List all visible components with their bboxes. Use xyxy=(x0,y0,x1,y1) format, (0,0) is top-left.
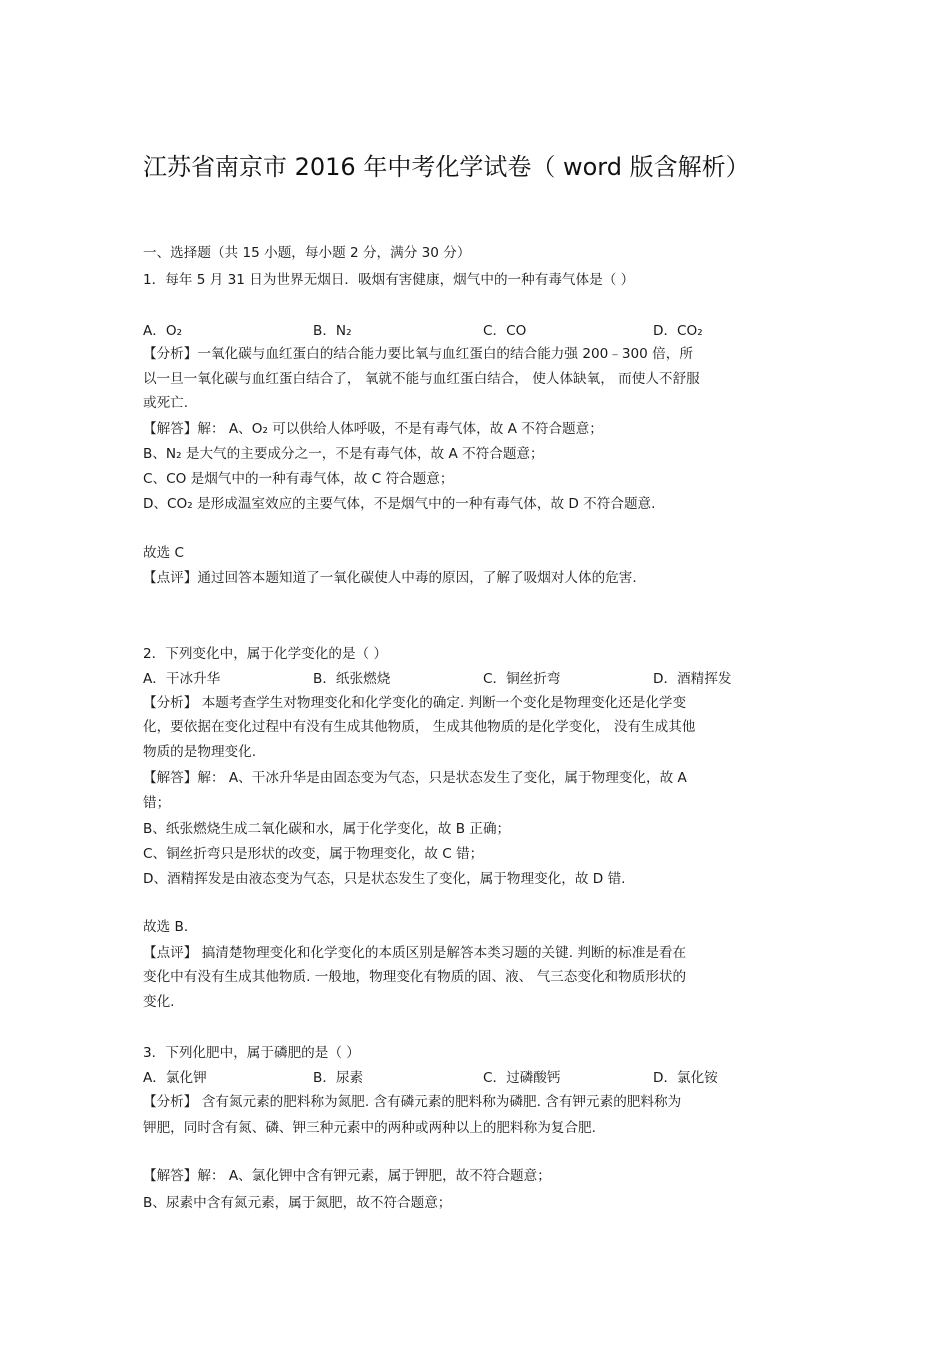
question-1-stem: 1．每年 5 月 31 日为世界无烟日．吸烟有害健康，烟气中的一种有毒气体是（ ） xyxy=(143,272,635,288)
question-3-analysis-line: 钾肥，同时含有氮、磷、钾三种元素中的两种或两种以上的肥料称为复合肥. xyxy=(143,1120,596,1136)
option-a: A．O₂ xyxy=(143,323,183,339)
question-1-analysis-line: 【分析】一氧化碳与血红蛋白的结合能力要比氧与血红蛋白的结合能力强 200﹣300 倍，所 xyxy=(143,346,693,362)
question-2-stem: 2．下列变化中，属于化学变化的是（ ） xyxy=(143,646,388,662)
question-2-choice: 故选 B． xyxy=(143,919,198,935)
question-1-choice: 故选 C xyxy=(143,545,185,561)
option-c: C．过磷酸钙 xyxy=(483,1070,561,1086)
option-c: C．CO xyxy=(483,323,527,339)
question-2-answer-line: B、纸张燃烧生成二氧化碳和水，属于化学变化，故 B 正确； xyxy=(143,821,511,837)
document-title: 江苏省南京市 2016 年中考化学试卷（ word 版含解析） xyxy=(143,153,750,181)
question-2-answer-line: D、酒精挥发是由液态变为气态，只是状态发生了变化，属于物理变化，故 D 错. xyxy=(143,871,626,887)
question-2-analysis-line: 化，要依据在变化过程中有没有生成其他物质， 生成其他物质的是化学变化， 没有生成其他 xyxy=(143,719,696,735)
question-1-analysis-line: 或死亡. xyxy=(143,395,189,411)
answer-text: 【解答】解： A、干冰升华是由固态变为气态，只是状态发生了变化，属于物理变化，故 A xyxy=(143,770,687,786)
option-c: C．铜丝折弯 xyxy=(483,671,561,687)
section-heading: 一、选择题（共 15 小题，每小题 2 分，满分 30 分） xyxy=(143,245,471,261)
question-1-answer-line: C、CO 是烟气中的一种有毒气体，故 C 符合题意； xyxy=(143,471,454,487)
option-b: B．N₂ xyxy=(313,323,352,339)
question-1-comment: 【点评】通过回答本题知道了一氧化碳使人中毒的原因，了解了吸烟对人体的危害. xyxy=(143,570,637,586)
question-2-answer-line xyxy=(143,768,808,788)
option-b: B．尿素 xyxy=(313,1070,364,1086)
question-1-answer-line: B、N₂ 是大气的主要成分之一，不是有毒气体，故 A 不符合题意； xyxy=(143,446,544,462)
question-2-analysis-line: 【分析】 本题考查学生对物理变化和化学变化的确定. 判断一个变化是物理变化还是化学变 xyxy=(143,695,687,711)
option-b: B．纸张燃烧 xyxy=(313,671,391,687)
question-2-answer-line: 错； xyxy=(143,795,171,811)
option-a: A．氯化钾 xyxy=(143,1070,207,1086)
question-1-answer-line: D、CO₂ 是形成温室效应的主要气体，不是烟气中的一种有毒气体，故 D 不符合题意. xyxy=(143,496,656,512)
question-2-analysis-line: 物质的是物理变化. xyxy=(143,744,257,760)
question-2-comment-line: 【点评】 搞清楚物理变化和化学变化的本质区别是解答本类习题的关键. 判断的标准是看在 xyxy=(143,945,687,961)
question-2-comment-line: 变化中有没有生成其他物质. 一般地，物理变化有物质的固、液、 气三态变化和物质形状的 xyxy=(143,969,687,985)
question-3-stem: 3．下列化肥中，属于磷肥的是（ ） xyxy=(143,1045,360,1061)
question-2-comment-line: 变化. xyxy=(143,994,175,1010)
option-a: A．干冰升华 xyxy=(143,671,221,687)
question-3-analysis-line: 【分析】 含有氮元素的肥料称为氮肥. 含有磷元素的肥料称为磷肥. 含有钾元素的肥料称为 xyxy=(143,1094,682,1110)
option-d: D．CO₂ xyxy=(653,323,703,339)
question-2-answer-line: C、铜丝折弯只是形状的改变，属于物理变化，故 C 错； xyxy=(143,846,484,862)
question-3-answer-line: 【解答】解： A、氯化钾中含有钾元素，属于钾肥，故不符合题意； xyxy=(143,1168,551,1184)
question-1-analysis-line: 以一旦一氧化碳与血红蛋白结合了， 氧就不能与血红蛋白结合， 使人体缺氧， 而使人不舒服 xyxy=(143,371,700,387)
option-d: D．氯化铵 xyxy=(653,1070,718,1086)
question-3-answer-line: B、尿素中含有氮元素，属于氮肥，故不符合题意； xyxy=(143,1195,452,1211)
option-d: D．酒精挥发 xyxy=(653,671,732,687)
question-1-answer-line: 【解答】解： A、O₂ 可以供给人体呼吸，不是有毒气体，故 A 不符合题意； xyxy=(143,421,603,437)
